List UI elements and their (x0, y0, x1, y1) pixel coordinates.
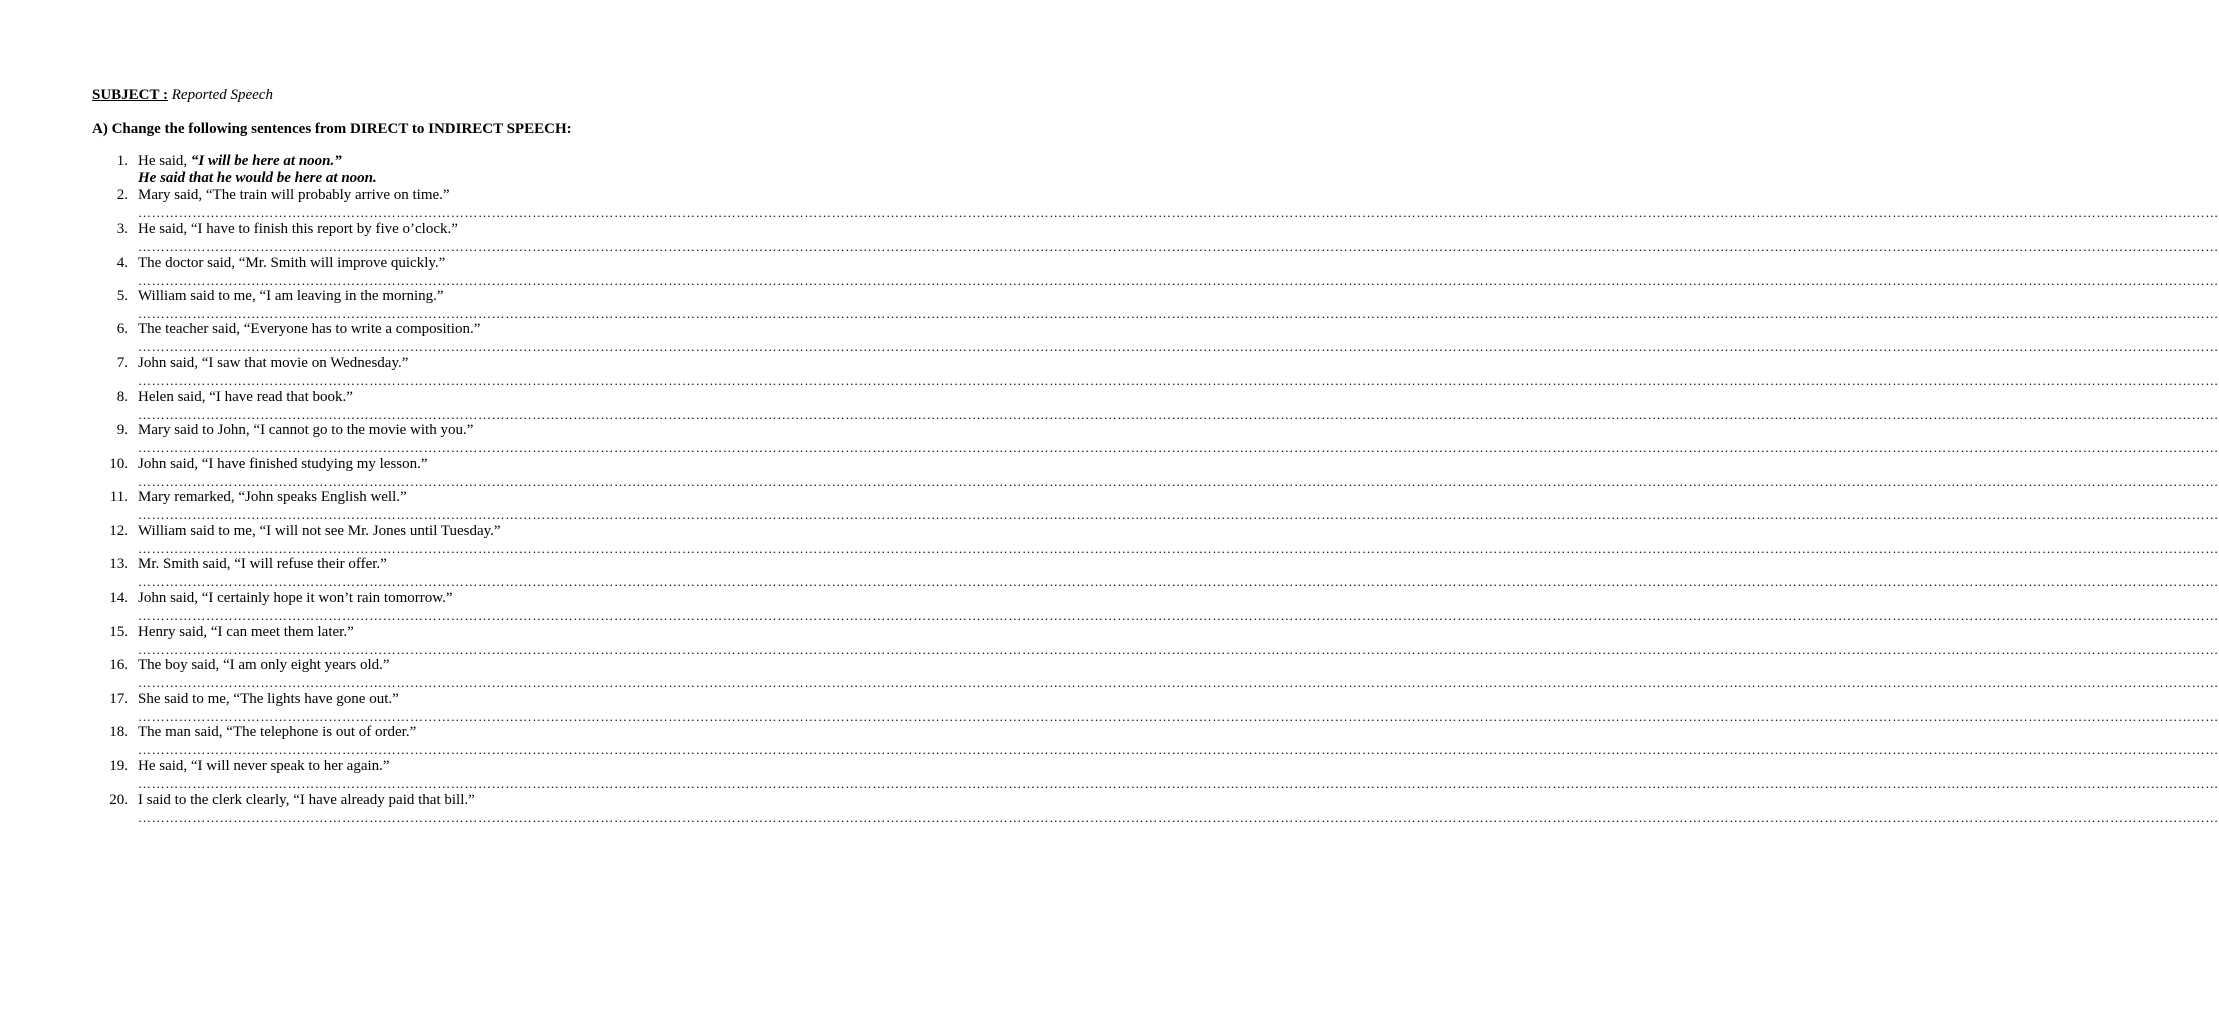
answer-line[interactable]: ……………………………………………………………………………………………………………………………………………………………………………………………………………………………………………………………………………………………………………………………………………………………………………………………………………………… (138, 675, 2219, 690)
item-number: 18. (109, 724, 128, 740)
answer-line[interactable]: ……………………………………………………………………………………………………………………………………………………………………………………………………………………………………………………………………………………………………………………………………………………………………………………………………………………… (138, 608, 2219, 623)
answer-line[interactable]: ……………………………………………………………………………………………………………………………………………………………………………………………………………………………………………………………………………………………………………………………………………………………………………………………………………………… (138, 541, 2219, 556)
item-number: 2. (116, 187, 128, 203)
item-sentence: William said to me, “I am leaving in the morning.” (138, 288, 444, 304)
answer-line[interactable]: ……………………………………………………………………………………………………………………………………………………………………………………………………………………………………………………………………………………………………………………………………………………………………………………………………………………… (138, 776, 2219, 791)
item-number: 13. (109, 556, 128, 572)
example-quote: “I will be here at noon.” (190, 153, 342, 169)
answer-line[interactable]: ……………………………………………………………………………………………………………………………………………………………………………………………………………………………………………………………………………………………………………………………………………………………………………………………………………………… (138, 239, 2219, 254)
answer-line[interactable]: ……………………………………………………………………………………………………………………………………………………………………………………………………………………………………………………………………………………………………………………………………………………………………………………………………………………… (138, 474, 2219, 489)
answer-line[interactable]: ……………………………………………………………………………………………………………………………………………………………………………………………………………………………………………………………………………………………………………………………………………………………………………………………………………………… (138, 574, 2219, 589)
example-answer: He said that he would be here at noon. (138, 170, 377, 186)
subject-heading (92, 86, 273, 104)
item-sentence: Mary said, “The train will probably arrive on time.” (138, 187, 450, 203)
answer-line[interactable]: ……………………………………………………………………………………………………………………………………………………………………………………………………………………………………………………………………………………………………………………………………………………………………………………………………………………… (138, 205, 2219, 220)
example-sentence (138, 153, 342, 170)
item-number: 15. (109, 624, 128, 640)
answer-line[interactable]: ……………………………………………………………………………………………………………………………………………………………………………………………………………………………………………………………………………………………………………………………………………………………………………………………………………………… (138, 373, 2219, 388)
item-number: 1. (116, 153, 128, 169)
item-sentence: John said, “I saw that movie on Wednesday.” (138, 355, 409, 371)
item-sentence: The man said, “The telephone is out of order.” (138, 724, 417, 740)
answer-line[interactable]: ……………………………………………………………………………………………………………………………………………………………………………………………………………………………………………………………………………………………………………………………………………………………………………………………………………………… (138, 810, 2219, 825)
answer-line[interactable]: ……………………………………………………………………………………………………………………………………………………………………………………………………………………………………………………………………………………………………………………………………………………………………………………………………………………… (138, 709, 2219, 724)
item-sentence: Helen said, “I have read that book.” (138, 389, 353, 405)
answer-line[interactable]: ……………………………………………………………………………………………………………………………………………………………………………………………………………………………………………………………………………………………………………………………………………………………………………………………………………………… (138, 339, 2219, 354)
answer-line[interactable]: ……………………………………………………………………………………………………………………………………………………………………………………………………………………………………………………………………………………………………………………………………………………………………………………………………………………… (138, 742, 2219, 757)
item-number: 19. (109, 758, 128, 774)
item-sentence: The teacher said, “Everyone has to write a composition.” (138, 321, 481, 337)
item-number: 17. (109, 691, 128, 707)
item-sentence: Mr. Smith said, “I will refuse their offer.” (138, 556, 387, 572)
item-sentence: He said, “I have to finish this report by five o’clock.” (138, 221, 458, 237)
item-number: 7. (116, 355, 128, 371)
item-sentence: The doctor said, “Mr. Smith will improve quickly.” (138, 255, 446, 271)
item-number: 3. (116, 221, 128, 237)
item-sentence: John said, “I certainly hope it won’t rain tomorrow.” (138, 590, 453, 606)
item-number: 6. (116, 321, 128, 337)
item-sentence: William said to me, “I will not see Mr. Jones until Tuesday.” (138, 523, 501, 539)
item-number: 9. (116, 422, 128, 438)
item-number: 8. (116, 389, 128, 405)
item-number: 20. (109, 792, 128, 808)
item-number: 14. (109, 590, 128, 606)
item-number: 4. (116, 255, 128, 271)
answer-line[interactable]: ……………………………………………………………………………………………………………………………………………………………………………………………………………………………………………………………………………………………………………………………………………………………………………………………………………………… (138, 507, 2219, 522)
answer-line[interactable]: ……………………………………………………………………………………………………………………………………………………………………………………………………………………………………………………………………………………………………………………………………………………………………………………………………………………… (138, 407, 2219, 422)
subject-value: Reported Speech (171, 87, 273, 103)
item-sentence: I said to the clerk clearly, “I have already paid that bill.” (138, 792, 475, 808)
item-number: 11. (109, 489, 128, 505)
example-prefix: He said, (138, 153, 191, 169)
answer-line[interactable]: ……………………………………………………………………………………………………………………………………………………………………………………………………………………………………………………………………………………………………………………………………………………………………………………………………………………… (138, 306, 2219, 321)
item-number: 16. (109, 657, 128, 673)
item-sentence: Henry said, “I can meet them later.” (138, 624, 354, 640)
item-sentence: Mary said to John, “I cannot go to the movie with you.” (138, 422, 474, 438)
section-instruction: A) Change the following sentences from DIRECT to INDIRECT SPEECH: (92, 121, 572, 137)
subject-label: SUBJECT : (92, 87, 168, 103)
item-sentence: He said, “I will never speak to her again.” (138, 758, 390, 774)
item-sentence: She said to me, “The lights have gone out.” (138, 691, 399, 707)
answer-line[interactable]: ……………………………………………………………………………………………………………………………………………………………………………………………………………………………………………………………………………………………………………………………………………………………………………………………………………………… (138, 440, 2219, 455)
item-sentence: Mary remarked, “John speaks English well.” (138, 489, 407, 505)
item-number: 5. (116, 288, 128, 304)
item-sentence: The boy said, “I am only eight years old.” (138, 657, 390, 673)
item-number: 10. (109, 456, 128, 472)
item-sentence: John said, “I have finished studying my lesson.” (138, 456, 428, 472)
item-number: 12. (109, 523, 128, 539)
answer-line[interactable]: ……………………………………………………………………………………………………………………………………………………………………………………………………………………………………………………………………………………………………………………………………………………………………………………………………………………… (138, 273, 2219, 288)
answer-line[interactable]: ……………………………………………………………………………………………………………………………………………………………………………………………………………………………………………………………………………………………………………………………………………………………………………………………………………………… (138, 642, 2219, 657)
